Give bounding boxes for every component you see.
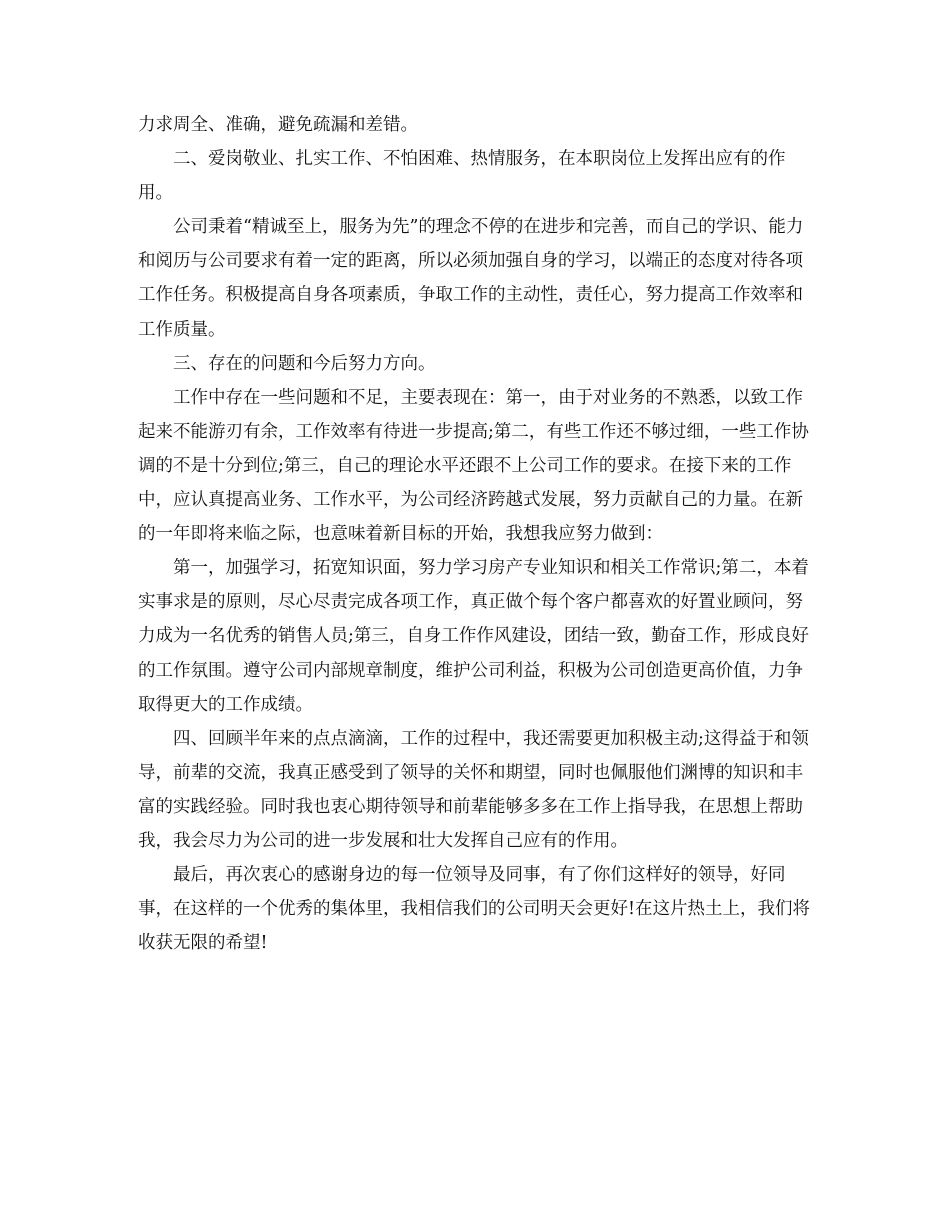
paragraph-8: 最后，再次衷心的感谢身边的每一位领导及同事，有了你们这样好的领导，好同事，在这样的一个优秀的集体里，我相信我们的公司明天会更好!在这片热土上，我们将收获无限的希望! [138,865,811,954]
paragraph-3: 公司秉着“精诚至上，服务为先”的理念不停的在进步和完善，而自己的学识、能力和阅历与公司要求有着一定的距离，所以必须加强自身的学习，以端正的态度对待各项工作任务。积极提高自身各项素质，争取工作的主动性，责任心，努力提高工作效率和工作质量。 [138,217,804,340]
paragraph-7: 四、回顾半年来的点点滴滴，工作的过程中，我还需要更加积极主动;这得益于和领导，前辈的交流，我真正感受到了领导的关怀和期望，同时也佩服他们渊博的知识和丰富的实践经验。同时我也衷心期待领导和前辈能够多多在工作上指导我，在思想上帮助我，我会尽力为公司的进一步发展和壮大发挥自己应有的作用。 [138,728,809,851]
paragraph-6: 第一，加强学习，拓宽知识面，努力学习房产专业知识和相关工作常识;第二，本着实事求是的原则，尽心尽责完成各项工作，真正做个每个客户都喜欢的好置业顾问，努力成为一名优秀的销售人员;第三，自身工作作风建设，团结一致，勤奋工作，形成良好的工作氛围。遵守公司内部规章制度，维护公司利益，积极为公司创造更高价值，力争取得更大的工作成绩。 [138,558,809,715]
document-body [138,108,818,960]
paragraph-1: 力求周全、准确，避免疏漏和差错。 [138,115,418,135]
paragraph-2: 二、爱岗敬业、扎实工作、不怕困难、热情服务，在本职岗位上发挥出应有的作用。 [138,149,786,204]
paragraph-5: 工作中存在一些问题和不足，主要表现在：第一，由于对业务的不熟悉，以致工作起来不能游刃有余，工作效率有待进一步提高;第二，有些工作还不够过细，一些工作协调的不是十分到位;第三，自己的理论水平还跟不上公司工作的要求。在接下来的工作中，应认真提高业务、工作水平，为公司经济跨越式发展，努力贡献自己的力量。在新的一年即将来临之际，也意味着新目标的开始，我想我应努力做到： [138,387,809,545]
paragraph-4: 三、存在的问题和今后努力方向。 [173,353,436,374]
